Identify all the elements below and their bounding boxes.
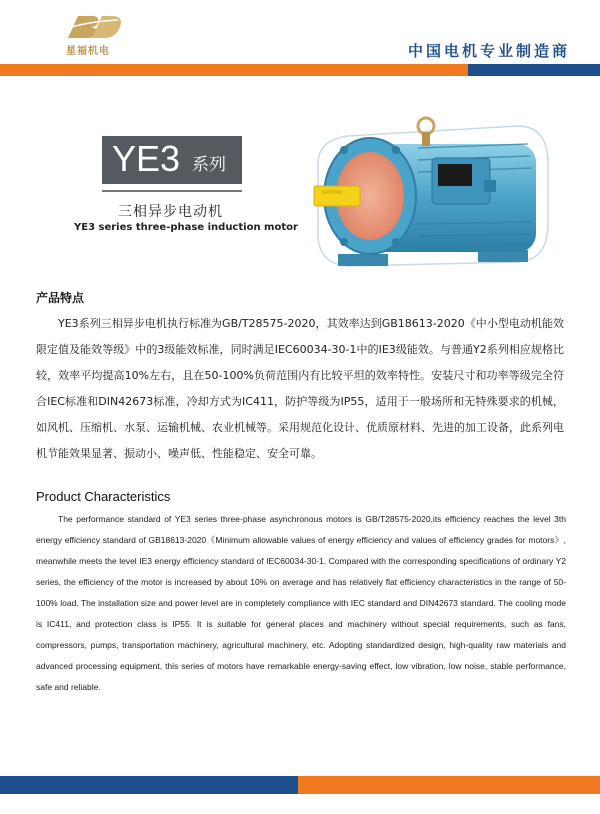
series-label: 系列 (192, 155, 226, 175)
title-divider (102, 190, 242, 192)
top-color-band (0, 64, 600, 76)
bottom-band-blue (0, 776, 298, 794)
tagline: 中国电机专业制造商 (407, 42, 570, 60)
bottom-band-orange (298, 776, 600, 794)
title-box (102, 136, 242, 184)
features-body-en: The performance standard of YE3 series three-phase asynchronous motors is GB/T28575-2020,its efficiency reaches the level 3th energy efficiency standard of GB18613-2020《Minimum allowable values of energy efficiency and values of efficiency grades for motors》, meanwhile meets the level IE3 energy efficiency standard of IEC60034-30-1. Compared with the corresponding specifications of ordinary Y2 series, the efficiency of the motor is increased by about 10% on average and has relatively flat efficiency characteristics in the range of 50-100% load. The installation size and power level are in completely compliance with IEC standard and DIN42673 standard. The cooling mode is IC411, and protection class is IP55. It is suitable for general places and machinery without special requirements, such as fans, compressors, pumps, transportation machinery, agricultural machinery, etc. Adopting standardized design, high-quality raw materials and advanced processing equipment, this series of motors have remarkable energy-saving effect, low vibration, low noise, stable performance, safe and reliable. (36, 514, 566, 692)
model-title: YE3 (112, 138, 181, 179)
top-band-blue (468, 64, 600, 76)
subtitle-chinese: 三相异步电动机 (118, 204, 223, 220)
features-heading-cn: 产品特点 (36, 291, 85, 305)
logo-text: 星福机电 (66, 46, 110, 57)
top-band-orange (0, 64, 468, 76)
bottom-color-band (0, 776, 600, 794)
company-logo (62, 12, 124, 58)
logo-mark-icon (62, 12, 124, 42)
subtitle-english: YE3 series three-phase induction motor (74, 222, 298, 233)
features-body-cn: YE3系列三相异步电机执行标准为GB/T28575-2020，其效率达到GB18613-2020《中小型电动机能效限定值及能效等级》中的3级能效标准，同时满足IEC60034-30-1中的IE3级能效。与普通Y2系列相应规格比较，效率平均提高10%左右，且在50-100%负荷范围内有比较平坦的效率特性。安装尺寸和功率等级完全符合IEC标准和DIN42673标准，冷却方式为IC411，防护等级为IP55，适用于一般场所和无特殊要求的机械，如风机、压缩机、水泵、运输机械、农业机械等。采用规范化设计、优质原材料、先进的加工设备，此系列电机节能效果显著、振动小、噪声低、性能稳定、安全可靠。 (36, 317, 564, 460)
motor-photo (308, 104, 558, 284)
features-heading-en: Product Characteristics (36, 489, 171, 504)
